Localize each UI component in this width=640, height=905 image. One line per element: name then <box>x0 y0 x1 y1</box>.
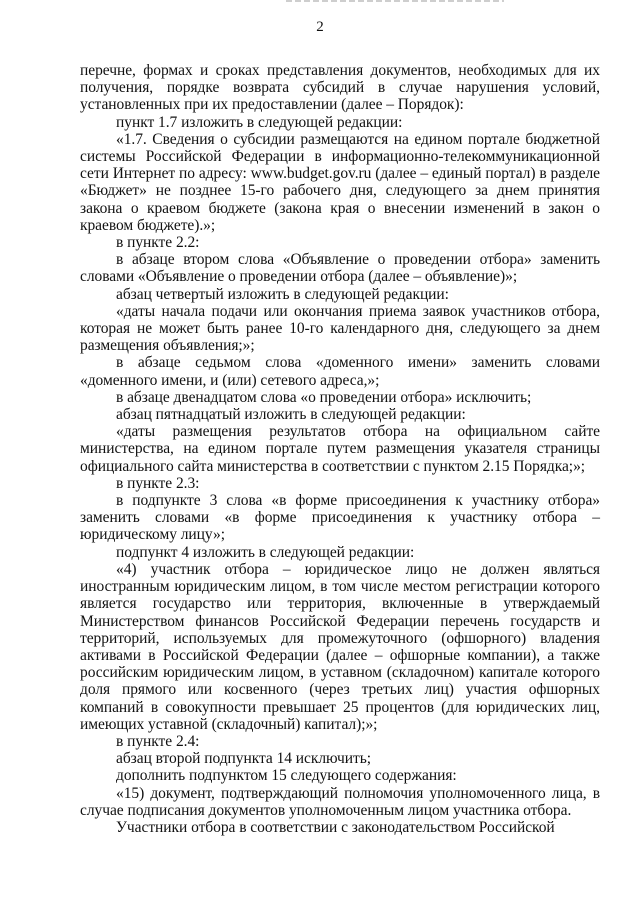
paragraph: перечне, формах и сроках представления документов, необходимых для их получения, порядке возврата субсидий в случае нарушения условий, установленных при их предоставлении (далее – Порядок): <box>80 62 600 114</box>
document-body <box>80 62 600 836</box>
top-edge-artifact <box>286 0 504 2</box>
paragraph: абзац пятнадцатый изложить в следующей редакции: <box>116 406 466 424</box>
paragraph: подпункт 4 изложить в следующей редакции: <box>116 543 415 561</box>
paragraph: «4) участник отбора – юридическое лицо не должен являться иностранным юридическим лицом, в том числе местом регистрации которого является государство или территория, включенные в утверждаемый Министерством финансов Российской Федерации перечень государств и территорий, используемых для промежуточного (офшорного) владения активами в Российской Федерации (далее – офшорные компании), а также российским юридическим лицом, в уставном (складочном) капитале которого доля прямого или косвенного (через третьих лиц) участия офшорных компаний в совокупности превышает 25 процентов (для юридических лиц, имеющих уставной (складочный) капитал);»; <box>80 560 600 733</box>
paragraph: абзац четвертый изложить в следующей редакции: <box>116 285 449 303</box>
paragraph: абзац второй подпункта 14 исключить; <box>116 750 371 768</box>
paragraph: Участники отбора в соответствии с законодательством Российской <box>116 818 555 836</box>
paragraph: в пункте 2.2: <box>116 234 200 252</box>
paragraph: «15) документ, подтверждающий полномочия уполномоченного лица, в случае подписания документов уполномоченным лицом участника отбора. <box>80 784 600 819</box>
page-number: 2 <box>316 19 324 35</box>
paragraph: в пункте 2.3: <box>116 474 200 492</box>
paragraph: в пункте 2.4: <box>116 732 200 750</box>
paragraph: в абзаце двенадцатом слова «о проведении отбора» исключить; <box>116 388 532 406</box>
paragraph: «даты начала подачи или окончания приема заявок участников отбора, которая не может быть ранее 10-го календарного дня, следующего за днем размещения объявления;»; <box>80 302 600 355</box>
paragraph: в подпункте 3 слова «в форме присоединения к участнику отбора» заменить словами «в форме присоединения к участнику отбора – юридическому лицу»; <box>80 492 600 544</box>
paragraph: «даты размещения результатов отбора на официальном сайте министерства, на едином портале путем размещения указателя страницы официального сайта министерства в соответствии с пунктом 2.15 Порядка;»; <box>80 423 600 475</box>
paragraph: в абзаце втором слова «Объявление о проведении отбора» заменить словами «Объявление о проведении отбора (далее – объявление)»; <box>80 251 600 286</box>
paragraph: в абзаце седьмом слова «доменного имени» заменить словами «доменного имени, и (или) сетевого адреса,»; <box>80 354 600 389</box>
paragraph: дополнить подпунктом 15 следующего содержания: <box>116 767 457 785</box>
paragraph: «1.7. Сведения о субсидии размещаются на едином портале бюджетной системы Российской Федерации в информационно-телекоммуникационной сети Интернет по адресу: www.budget.gov.ru (далее – единый портал) в разделе «Бюджет» не позднее 15-го рабочего дня, следующего за днем принятия закона о краевом бюджете (закона края о внесении изменений в закон о краевом бюджете).»; <box>80 130 600 234</box>
paragraph: пункт 1.7 изложить в следующей редакции: <box>116 113 403 131</box>
